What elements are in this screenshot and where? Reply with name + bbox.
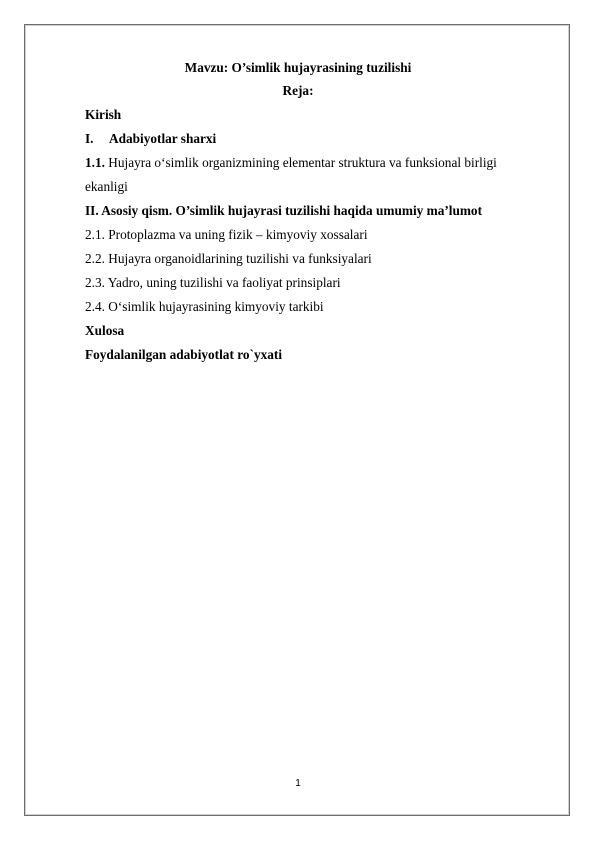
conclusion-heading: Xulosa bbox=[85, 323, 125, 338]
section-1-numeral: I. bbox=[85, 131, 94, 146]
page-number: 1 bbox=[295, 778, 301, 789]
section-1-heading bbox=[85, 131, 536, 147]
item-1-1-continuation: ekanligi bbox=[85, 179, 128, 194]
item-2-3: 2.3. Yadro, uning tuzilishi va faoliyat prinsiplari bbox=[85, 275, 341, 290]
item-1-1-text: Hujayra o‘simlik organizmining elementar struktura va funksional birligi bbox=[104, 155, 497, 170]
document-topic: Mavzu: O’simlik hujayrasining tuzilishi bbox=[184, 60, 412, 75]
item-1-1 bbox=[85, 155, 536, 171]
item-2-1: 2.1. Protoplazma va uning fizik – kimyoviy xossalari bbox=[85, 227, 368, 242]
item-1-1-number: 1.1. bbox=[85, 155, 105, 170]
references-heading: Foydalanilgan adabiyotlat ro`yxati bbox=[85, 347, 283, 362]
item-2-2: 2.2. Hujayra organoidlarining tuzilishi va funksiyalari bbox=[85, 251, 372, 266]
item-2-4: 2.4. O‘simlik hujayrasining kimyoviy tarkibi bbox=[85, 299, 324, 314]
plan-heading: Reja: bbox=[282, 83, 314, 98]
intro-heading: Kirish bbox=[85, 107, 122, 122]
section-1-title: Adabiyotlar sharxi bbox=[109, 131, 217, 146]
section-2-heading: II. Asosiy qism. O’simlik hujayrasi tuzilishi haqida umumiy ma’lumot bbox=[85, 203, 483, 218]
